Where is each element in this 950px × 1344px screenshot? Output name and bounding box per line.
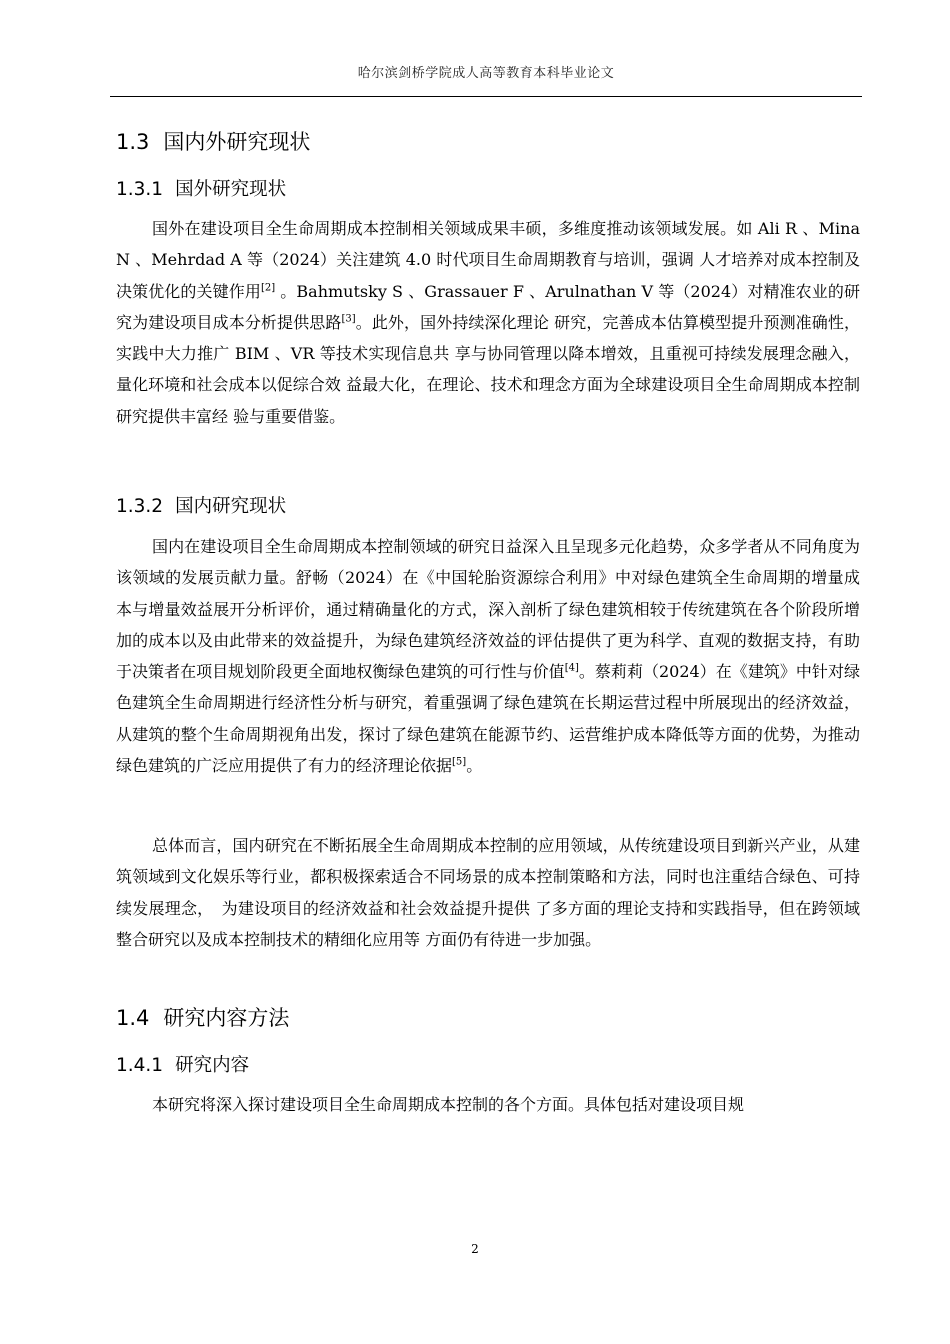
- section-number: 1.4.1: [116, 1055, 164, 1076]
- section-title: 研究内容: [175, 1055, 250, 1076]
- section-heading-1-3-2: [116, 492, 286, 518]
- section-title: 国内外研究现状: [163, 130, 311, 154]
- paragraph-foreign-research: [116, 213, 860, 432]
- section-title: 研究内容方法: [163, 1006, 290, 1030]
- section-heading-1-3: [116, 126, 310, 156]
- section-heading-1-4: [116, 1002, 289, 1032]
- paragraph-research-content: 本研究将深入探讨建设项目全生命周期成本控制的各个方面。具体包括对建设项目规: [152, 1095, 745, 1114]
- citation-ref: [4]: [564, 662, 579, 674]
- section-heading-1-3-1: [116, 175, 286, 201]
- citation-ref: [5]: [452, 756, 467, 768]
- paragraph-text: 。蔡莉莉（2024）在《建筑》中针对绿色建筑全生命周期进行经济性分析与研究，着重强调了绿色建筑在长期运营过程中所展现出的经济效益，从建筑的整个生命周期视角出发，探讨了绿色建筑在能源节约、运营维护成本降低等方面的优势，为推动绿色建筑的广泛应用提供了有力的经济理论依据: [116, 662, 860, 776]
- section-title: 国外研究现状: [175, 179, 287, 200]
- paragraph-domestic-research: [116, 531, 860, 781]
- section-title: 国内研究现状: [175, 496, 287, 517]
- running-header: 哈尔滨剑桥学院成人高等教育本科毕业论文: [357, 66, 615, 81]
- section-heading-1-4-1: [116, 1051, 249, 1077]
- page-number: 2: [471, 1242, 479, 1256]
- section-number: 1.3: [116, 130, 150, 154]
- paragraph-text: 。此外，国外持续深化理论 研究，完善成本估算模型提升预测准确性，实践中大力推广 BIM 、VR 等技术实现信息共 享与协同管理以降本增效，且重视可持续发展理念融入，量化环境和社会成本以促综合效 益最大化，在理论、技术和理念方面为全球建设项目全生命周期成本控制研究提供丰富经 验与重要借鉴。: [116, 312, 860, 426]
- paragraph-domestic-summary: 总体而言，国内研究在不断拓展全生命周期成本控制的应用领域，从传统建设项目到新兴产业，从建筑领域到文化娱乐等行业，都积极探索适合不同场景的成本控制策略和方法，同时也注重结合绿色、可持续发展理念， 为建设项目的经济效益和社会效益提升提供 了多方面的理论支持和实践指导，但在跨领域整合研究以及成本控制技术的精细化应用等 方面仍有待进一步加强。: [116, 836, 860, 949]
- section-number: 1.3.2: [116, 496, 164, 517]
- header-divider: [110, 96, 862, 97]
- section-number: 1.4: [116, 1006, 150, 1030]
- paragraph-text: 国内在建设项目全生命周期成本控制领域的研究日益深入且呈现多元化趋势，众多学者从不同角度为该领域的发展贡献力量。舒畅（2024）在《中国轮胎资源综合利用》中对绿色建筑全生命周期的增量成本与增量效益展开分析评价，通过精确量化的方式，深入剖析了绿色建筑相较于传统建筑在各个阶段所增加的成本以及由此带来的效益提升，为绿色建筑经济效益的评估提供了更为科学、直观的数据支持，有助于决策者在项目规划阶段更全面地权衡绿色建筑的可行性与价值: [116, 537, 860, 682]
- paragraph-text: 国外在建设项目全生命周期成本控制相关领域成果丰硕，多维度推动该领域发展。如 Ali R 、Mina N 、Mehrdad A 等（2024）关注建筑 4.0 时代项目生命周期教育与培训，强调 人才培养对成本控制及决策优化的关键作用: [116, 219, 860, 301]
- citation-ref: [3]: [341, 313, 356, 325]
- paragraph-text: 。: [466, 756, 483, 776]
- citation-ref: [2]: [260, 282, 276, 294]
- paragraph-text: 。Bahmutsky S 、Grassauer F 、Arulnathan V 等（2024）对精准农业的研究为建设项目成本分析提供思路: [116, 281, 860, 332]
- section-number: 1.3.1: [116, 179, 164, 200]
